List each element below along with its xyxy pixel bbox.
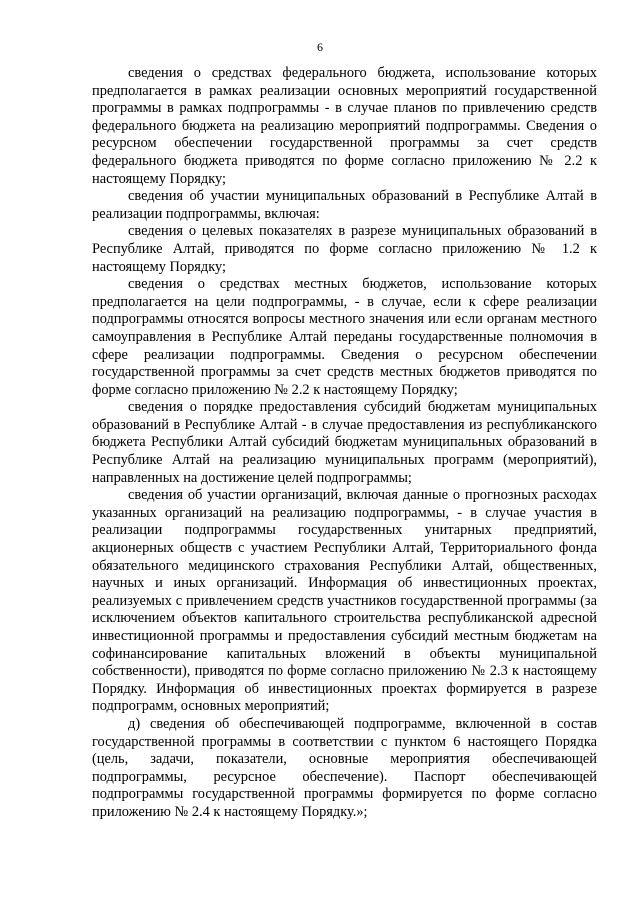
paragraph-subsidies-procedure: сведения о порядке предоставления субсидий бюджетам муниципальных образований в Республике Алтай - в случае предоставления из республиканского бюджета Республики Алтай субсидий бюджетам муниципальных образований в Республике Алтай на реализацию муниципальных программ (мероприятий), направленных на достижение целей подпрограммы; — [92, 399, 597, 486]
paragraph-federal-budget: сведения о средствах федерального бюджета, использование которых предполагается в рамках реализации основных мероприятий государственной программы в рамках подпрограммы - в случае планов по привлечению средств федерального бюджета на реализацию мероприятий подпрограммы. Сведения о ресурсном обеспечении государственной программы за счет средств федерального бюджета приводятся по форме согласно приложению № 2.2 к настоящему Порядку; — [92, 65, 597, 187]
paragraph-supporting-subprogram: д) сведения об обеспечивающей подпрограмме, включенной в состав государственной программы в соответствии с пунктом 6 настоящего Порядка (цель, задачи, показатели, основные мероприятия обеспечивающей подпрограммы, ресурсное обеспечение). Паспорт обеспечивающей подпрограммы государственной программы формируется по форме согласно приложению № 2.4 к настоящему Порядку.»; — [92, 715, 597, 820]
paragraph-target-indicators: сведения о целевых показателях в разрезе муниципальных образований в Республике Алтай, приводятся по форме согласно приложению № 1.2 к настоящему Порядку; — [92, 223, 597, 275]
body-text — [92, 65, 597, 822]
paragraph-local-budgets: сведения о средствах местных бюджетов, использование которых предполагается на цели подпрограммы, - в случае, если к сфере реализации подпрограммы относятся вопросы местного значения или если органам местного самоуправления в Республике Алтай переданы государственные полномочия в сфере реализации подпрограммы. Сведения о ресурсном обеспечении государственной программы за счет средств местных бюджетов приводятся по форме согласно приложению № 2.2 к настоящему Порядку; — [92, 276, 597, 398]
paragraph-organizations-participation: сведения об участии организаций, включая данные о прогнозных расходах указанных организаций на реализацию подпрограммы, - в случае участия в реализации подпрограммы государственных унитарных предприятий, акционерных обществ с участием Республики Алтай, Территориального фонда обязательного медицинского страхования Республики Алтай, общественных, научных и иных организаций. Информация об инвестиционных проектах, реализуемых с привлечением средств участников государственной программы (за исключением объектов капитального строительства республиканской адресной инвестиционной программы и предоставления субсидий местным бюджетам на софинансирование капитальных вложений в объекты муниципальной собственности), приводятся по форме согласно приложению № 2.3 к настоящему Порядку. Информация об инвестиционных проектах формируется в разрезе подпрограмм, основных мероприятий; — [92, 487, 597, 715]
paragraph-municipal-participation: сведения об участии муниципальных образований в Республике Алтай в реализации подпрограммы, включая: — [92, 188, 597, 222]
page-number: 6 — [317, 40, 323, 54]
